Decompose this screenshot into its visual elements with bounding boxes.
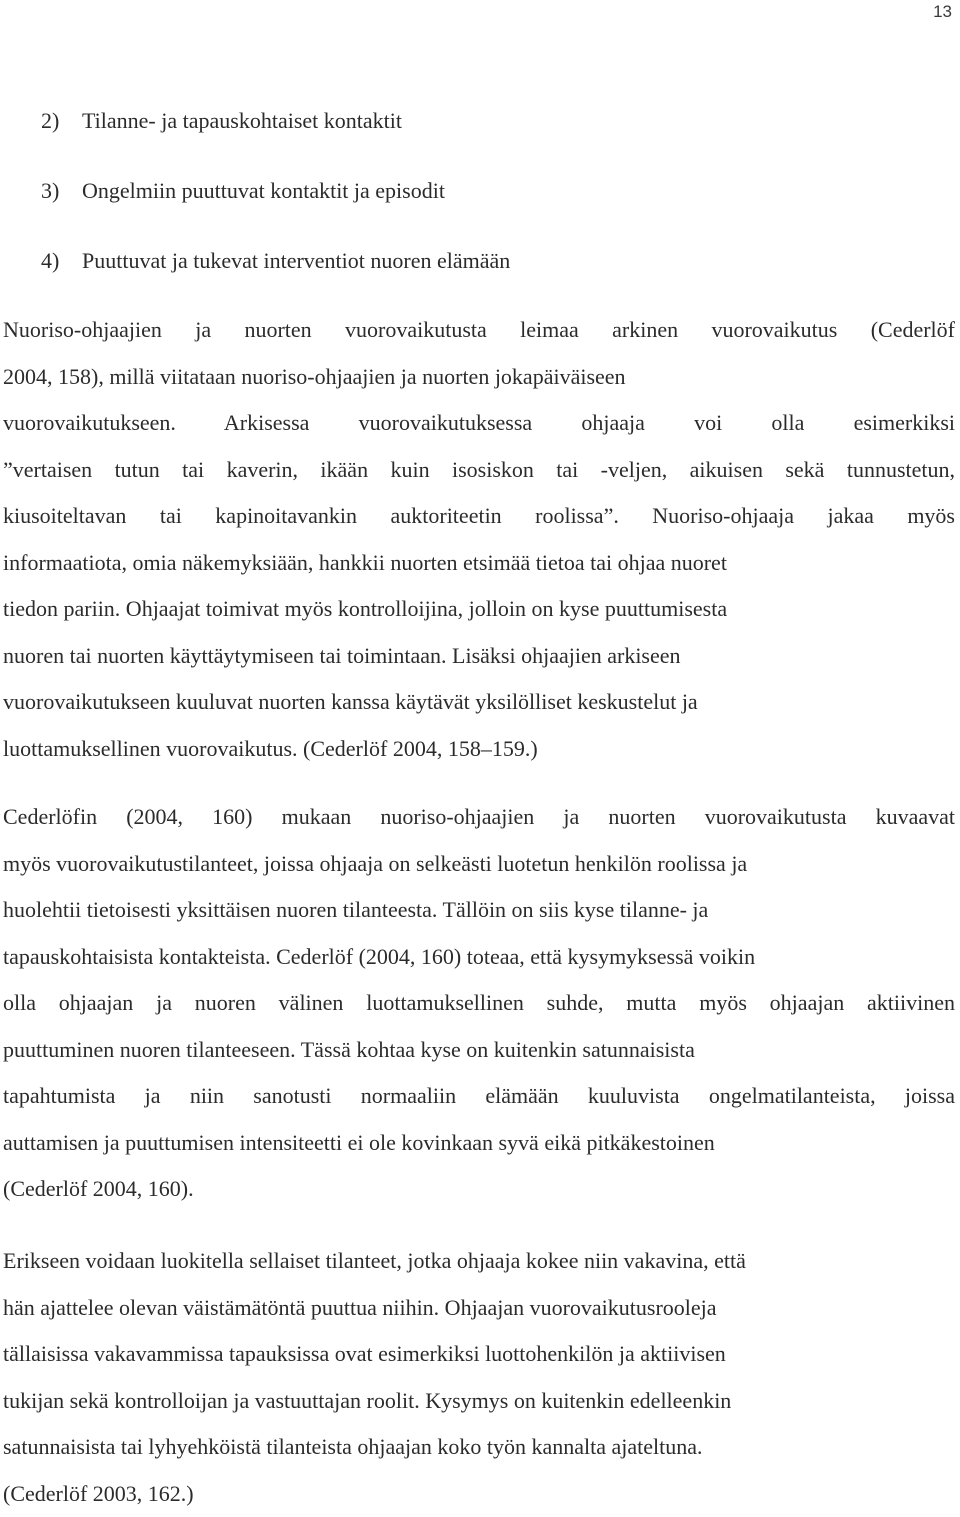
list-item — [41, 104, 510, 138]
text-line: nuoren tai nuorten käyttäytymiseen tai toimintaan. Lisäksi ohjaajien arkiseen — [3, 633, 955, 680]
text-line: luottamuksellinen vuorovaikutus. (Cederlöf 2004, 158–159.) — [3, 726, 955, 773]
text-line: kiusoiteltavan tai kapinoitavankin auktoriteetin roolissa”. Nuoriso-ohjaaja jakaa myös — [3, 493, 955, 540]
text-line: tukijan sekä kontrolloijan ja vastuuttajan roolit. Kysymys on kuitenkin edelleenkin — [3, 1378, 955, 1425]
text-line: tapauskohtaisista kontakteista. Cederlöf (2004, 160) toteaa, että kysymyksessä voikin — [3, 934, 955, 981]
text-line: hän ajattelee olevan väistämätöntä puuttua niihin. Ohjaajan vuorovaikutusrooleja — [3, 1285, 955, 1332]
text-line: huolehtii tietoisesti yksittäisen nuoren tilanteesta. Tällöin on siis kyse tilanne- ja — [3, 887, 955, 934]
numbered-list — [41, 104, 510, 278]
list-item-number: 2) — [41, 104, 82, 138]
text-line: puuttuminen nuoren tilanteeseen. Tässä kohtaa kyse on kuitenkin satunnaisista — [3, 1027, 955, 1074]
text-line: ”vertaisen tutun tai kaverin, ikään kuin isosiskon tai -veljen, aikuisen sekä tunnustetun, — [3, 447, 955, 494]
list-item — [41, 174, 510, 208]
text-line: satunnaisista tai lyhyehköistä tilanteista ohjaajan koko työn kannalta ajateltuna. — [3, 1424, 955, 1471]
text-line: vuorovaikutukseen. Arkisessa vuorovaikutuksessa ohjaaja voi olla esimerkiksi — [3, 400, 955, 447]
list-item-text: Puuttuvat ja tukevat interventiot nuoren elämään — [82, 248, 510, 273]
text-line: Cederlöfin (2004, 160) mukaan nuoriso-ohjaajien ja nuorten vuorovaikutusta kuvaavat — [3, 794, 955, 841]
text-line: informaatiota, omia näkemyksiään, hankkii nuorten etsimää tietoa tai ohjaa nuoret — [3, 540, 955, 587]
list-item-number: 4) — [41, 244, 82, 278]
text-line: vuorovaikutukseen kuuluvat nuorten kanssa käytävät yksilölliset keskustelut ja — [3, 679, 955, 726]
list-item-number: 3) — [41, 174, 82, 208]
list-item — [41, 244, 510, 278]
text-line: tiedon pariin. Ohjaajat toimivat myös kontrolloijina, jolloin on kyse puuttumisesta — [3, 586, 955, 633]
text-line: (Cederlöf 2004, 160). — [3, 1166, 955, 1213]
list-item-text: Tilanne- ja tapauskohtaiset kontaktit — [82, 108, 402, 133]
page-number: 13 — [933, 2, 952, 22]
text-line: tapahtumista ja niin sanotusti normaaliin elämään kuuluvista ongelmatilanteista, joissa — [3, 1073, 955, 1120]
text-line: olla ohjaajan ja nuoren välinen luottamuksellinen suhde, mutta myös ohjaajan aktiivinen — [3, 980, 955, 1027]
text-line: myös vuorovaikutustilanteet, joissa ohjaaja on selkeästi luotetun henkilön roolissa ja — [3, 841, 955, 888]
paragraph-arkinen-vuorovaikutus — [3, 307, 955, 772]
text-line: 2004, 158), millä viitataan nuoriso-ohjaajien ja nuorten jokapäiväiseen — [3, 354, 955, 401]
paragraph-tilannekohtaiset-kontaktit — [3, 794, 955, 1213]
text-line: Erikseen voidaan luokitella sellaiset tilanteet, jotka ohjaaja kokee niin vakavina, että — [3, 1238, 955, 1285]
text-line: (Cederlöf 2003, 162.) — [3, 1471, 955, 1517]
text-line: tällaisissa vakavammissa tapauksissa ovat esimerkiksi luottohenkilön ja aktiivisen — [3, 1331, 955, 1378]
paragraph-vakavat-tilanteet — [3, 1238, 955, 1517]
text-line: Nuoriso-ohjaajien ja nuorten vuorovaikutusta leimaa arkinen vuorovaikutus (Cederlöf — [3, 307, 955, 354]
list-item-text: Ongelmiin puuttuvat kontaktit ja episodit — [82, 178, 445, 203]
text-line: auttamisen ja puuttumisen intensiteetti ei ole kovinkaan syvä eikä pitkäkestoinen — [3, 1120, 955, 1167]
